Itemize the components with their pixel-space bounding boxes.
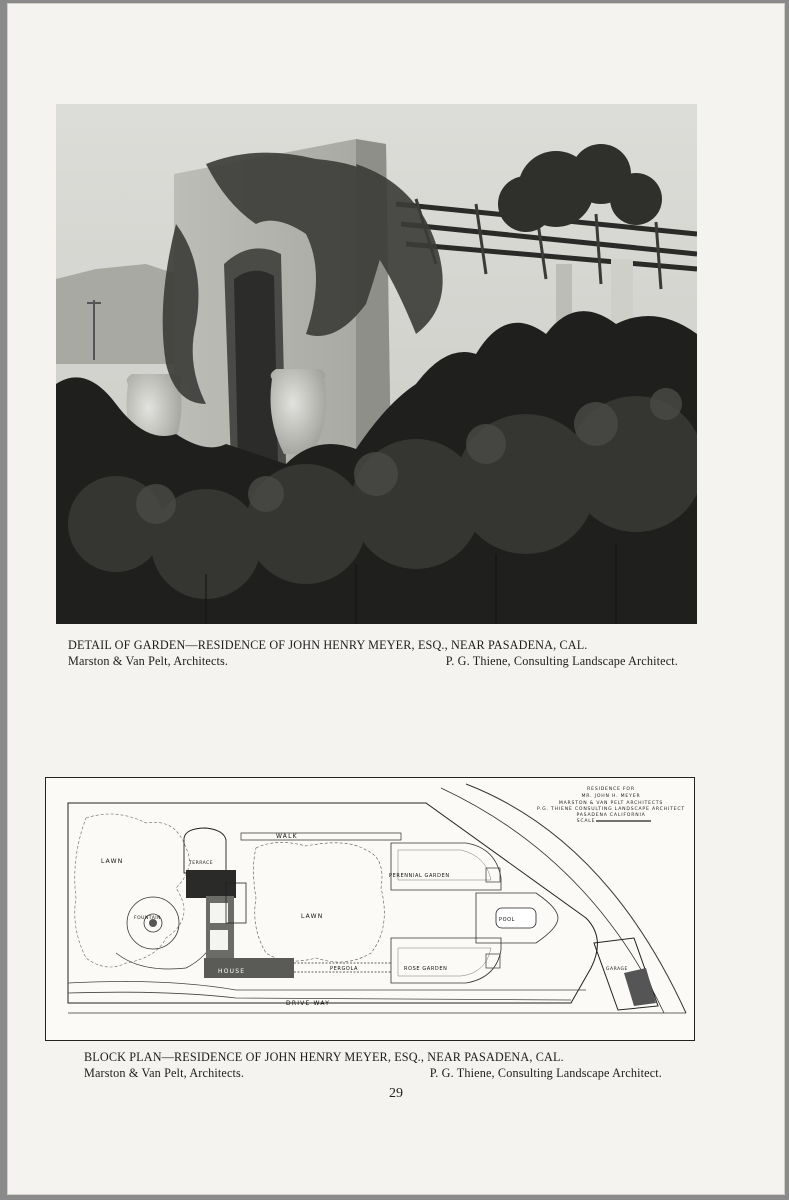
plan-label-lawn-left: LAWN xyxy=(101,858,124,865)
plan-label-pool: POOL xyxy=(499,917,516,923)
plan-label-perennial-garden: PERENNIAL GARDEN xyxy=(389,873,450,879)
plan-legend-line4: P.G. THIENE CONSULTING LANDSCAPE ARCHITECT xyxy=(536,807,686,812)
photo-caption-landscape: P. G. Thiene, Consulting Landscape Architect. xyxy=(445,654,678,668)
plan-label-terrace: TERRACE xyxy=(189,861,214,866)
plan-label-garage: GARAGE xyxy=(606,967,628,972)
photo-caption xyxy=(68,637,678,669)
plan-caption-title: BLOCK PLAN—RESIDENCE OF JOHN HENRY MEYER, ESQ., NEAR PASADENA, CAL. xyxy=(84,1050,564,1064)
plan-garage xyxy=(594,938,658,1010)
page xyxy=(8,4,784,1194)
plan-label-lawn-center: LAWN xyxy=(301,913,324,920)
plan-label-pergola: PERGOLA xyxy=(330,966,358,972)
plan-legend-line1: RESIDENCE FOR xyxy=(587,787,635,792)
plan-caption-architects: Marston & Van Pelt, Architects. xyxy=(84,1066,245,1080)
plan-legend-line2: MR. JOHN H. MEYER xyxy=(581,794,641,799)
photo-caption-architects: Marston & Van Pelt, Architects. xyxy=(68,654,229,668)
garden-photograph xyxy=(56,104,697,624)
plan-house xyxy=(186,870,294,978)
page-number: 29 xyxy=(389,1086,403,1101)
plan-label-rose-garden: ROSE GARDEN xyxy=(404,966,448,972)
block-plan xyxy=(45,777,695,1041)
photo-caption-title: DETAIL OF GARDEN—RESIDENCE OF JOHN HENRY MEYER, ESQ., NEAR PASADENA, CAL. xyxy=(68,638,588,652)
plan-legend-line3: MARSTON & VAN PELT ARCHITECTS xyxy=(558,801,664,806)
plan-label-house: HOUSE xyxy=(218,968,246,975)
plan-label-walk: WALK xyxy=(276,833,298,840)
plan-caption-landscape: P. G. Thiene, Consulting Landscape Architect. xyxy=(429,1066,662,1080)
plan-legend-line6: SCALE xyxy=(576,819,596,824)
plan-label-drive-way: DRIVE WAY xyxy=(286,1000,331,1007)
plan-legend-line5: PASADENA CALIFORNIA xyxy=(576,813,646,818)
plan-title-block xyxy=(537,786,685,824)
plan-label-fountain: FOUNTAIN xyxy=(134,916,161,921)
plan-caption xyxy=(84,1049,662,1081)
